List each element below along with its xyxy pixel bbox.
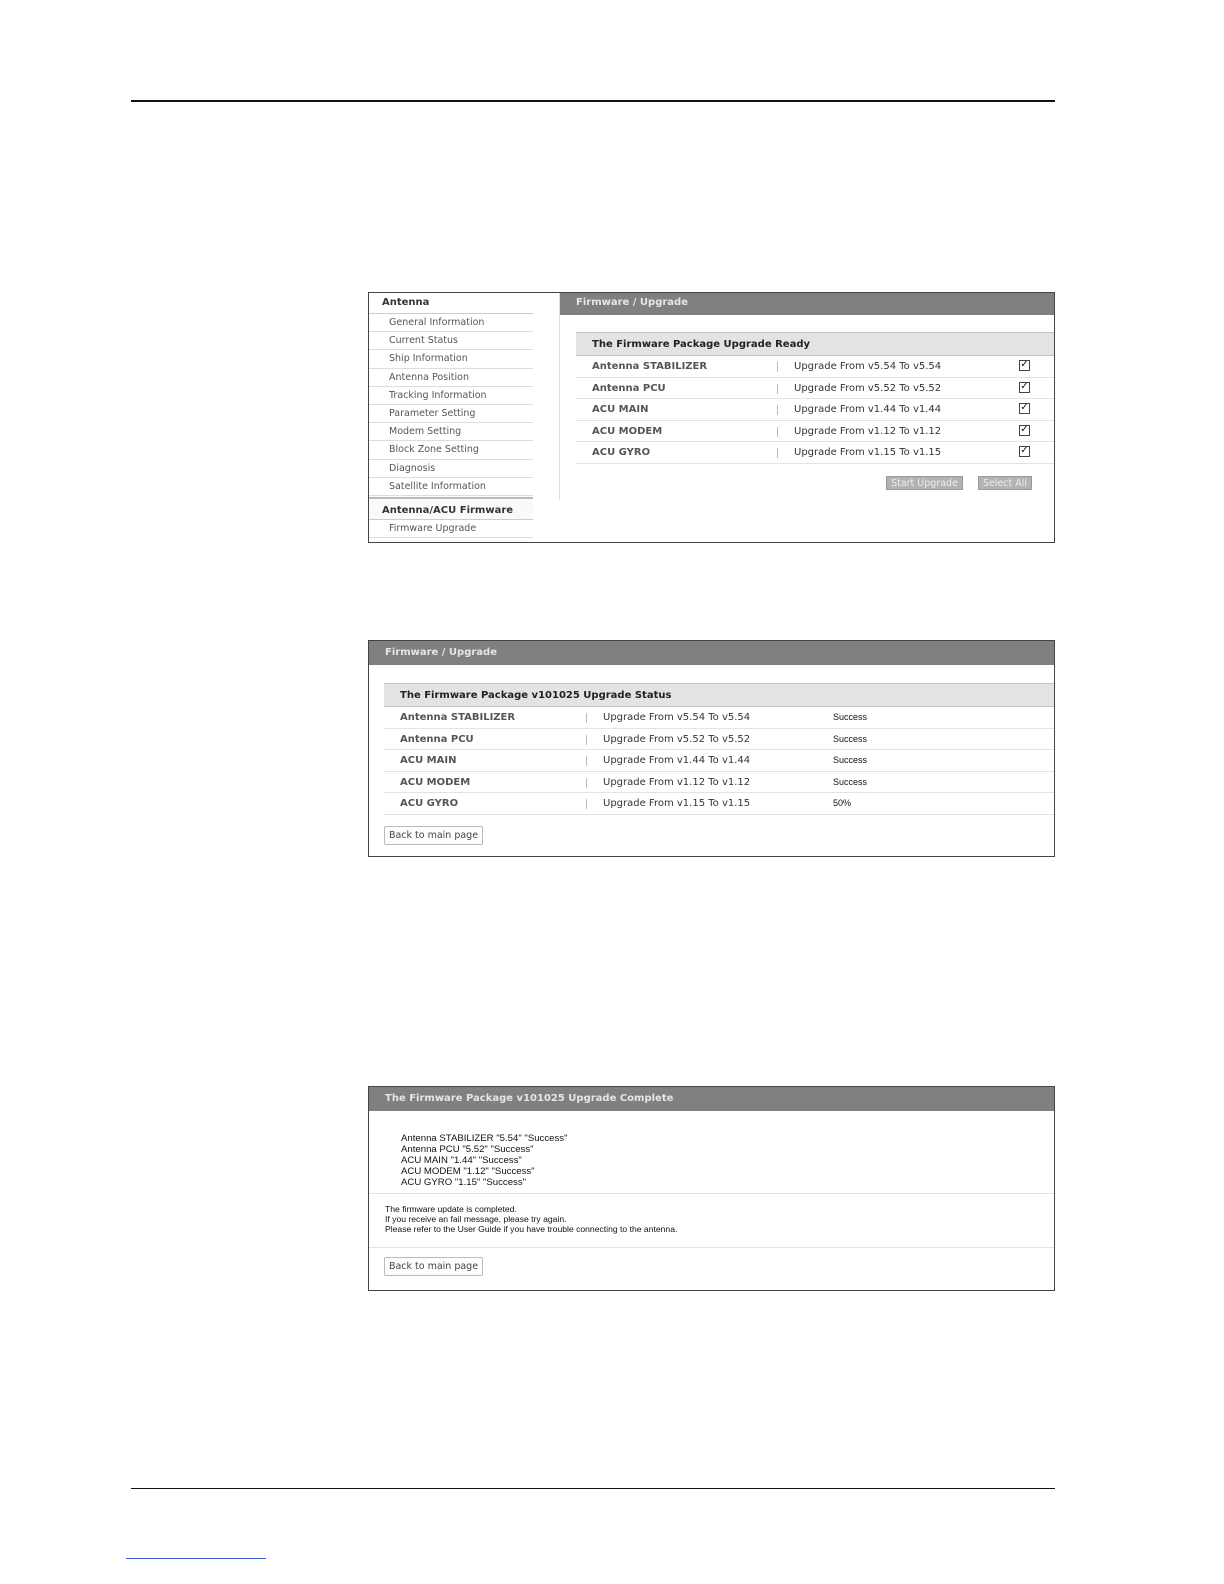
notice-line: The firmware update is completed.	[385, 1204, 517, 1214]
status-text: Success	[833, 712, 868, 722]
select-checkbox[interactable]: ✓	[1020, 423, 1029, 435]
sidebar-item-general-information[interactable]: General Information	[369, 314, 533, 332]
table-row	[576, 378, 1054, 400]
component-name: Antenna STABILIZER	[592, 361, 708, 372]
component-name: Antenna PCU	[592, 382, 666, 394]
status-heading: The Firmware Package v101025 Upgrade Status	[384, 683, 1054, 707]
component-name: ACU MAIN	[592, 404, 649, 416]
table-row	[384, 750, 1054, 772]
column-divider	[777, 427, 778, 437]
column-divider	[586, 713, 587, 723]
back-to-main-page-button[interactable]: Back to main page	[384, 1257, 483, 1276]
component-name: ACU GYRO	[400, 798, 459, 810]
sidebar-item-ship-information[interactable]: Ship Information	[369, 350, 533, 368]
complete-title: The Firmware Package v101025 Upgrade Complete	[369, 1087, 1054, 1111]
component-name: ACU MODEM	[592, 425, 663, 437]
version-text: Upgrade From v5.54 To v5.54	[603, 712, 751, 723]
sidebar-item-satellite-information[interactable]: Satellite Information	[369, 478, 533, 496]
version-text: Upgrade From v1.15 To v1.15	[794, 447, 942, 459]
table-row	[576, 356, 1054, 378]
select-checkbox[interactable]: ✓	[1020, 402, 1029, 414]
component-name: Antenna PCU	[400, 733, 474, 745]
sidebar-divider	[559, 293, 560, 500]
table-row	[384, 707, 1054, 729]
sidebar-item-modem-setting[interactable]: Modem Setting	[369, 423, 533, 441]
column-divider	[586, 778, 587, 788]
sidebar-item-current-status[interactable]: Current Status	[369, 332, 533, 350]
column-divider	[777, 384, 778, 394]
divider	[369, 1247, 1054, 1248]
breadcrumb: Firmware / Upgrade	[560, 293, 1054, 315]
result-line: Antenna STABILIZER "5.54" "Success"	[401, 1133, 568, 1144]
upgrade-complete-panel	[368, 1086, 1055, 1291]
sidebar-item-diagnosis[interactable]: Diagnosis	[369, 460, 533, 478]
result-line: ACU MAIN "1.44" "Success"	[401, 1155, 522, 1166]
footer-link-underline	[126, 1558, 266, 1559]
select-checkbox[interactable]: ✓	[1020, 380, 1029, 392]
notice-line: Please refer to the User Guide if you have trouble connecting to the antenna.	[385, 1224, 678, 1234]
column-divider	[777, 362, 778, 372]
component-name: Antenna STABILIZER	[400, 712, 516, 723]
version-text: Upgrade From v5.54 To v5.54	[794, 361, 942, 372]
result-line: ACU MODEM "1.12" "Success"	[401, 1166, 535, 1177]
start-upgrade-button[interactable]: Start Upgrade	[886, 476, 963, 490]
sidebar-section-firmware: Antenna/ACU Firmware	[369, 497, 533, 520]
back-to-main-page-button[interactable]: Back to main page	[384, 826, 483, 845]
status-text: Success	[833, 755, 868, 766]
sidebar-item-antenna-position[interactable]: Antenna Position	[369, 369, 533, 387]
notice-text	[385, 1204, 677, 1234]
version-text: Upgrade From v1.44 To v1.44	[794, 404, 942, 416]
table-row	[576, 399, 1054, 421]
sidebar-item-firmware-upgrade[interactable]: Firmware Upgrade	[369, 520, 533, 538]
column-divider	[586, 735, 587, 745]
table-row	[384, 772, 1054, 794]
component-name: ACU GYRO	[592, 447, 651, 459]
select-all-button[interactable]: Select All	[978, 476, 1032, 490]
component-name: ACU MODEM	[400, 776, 471, 788]
sidebar	[369, 293, 533, 542]
version-text: Upgrade From v5.52 To v5.52	[603, 733, 751, 745]
upgrade-ready-panel	[368, 292, 1055, 543]
table-row	[384, 729, 1054, 751]
version-text: Upgrade From v1.15 To v1.15	[603, 798, 751, 810]
result-line: ACU GYRO "1.15" "Success"	[401, 1177, 527, 1188]
select-checkbox[interactable]: ✓	[1020, 359, 1029, 370]
component-name: ACU MAIN	[400, 755, 457, 767]
breadcrumb: Firmware / Upgrade	[369, 641, 1054, 665]
version-text: Upgrade From v1.12 To v1.12	[603, 776, 751, 788]
divider	[369, 1193, 1054, 1194]
top-rule	[131, 100, 1055, 102]
status-text: Success	[833, 776, 868, 787]
column-divider	[586, 799, 587, 809]
sidebar-section-antenna: Antenna	[369, 293, 533, 314]
column-divider	[777, 448, 778, 458]
bottom-rule	[131, 1488, 1055, 1489]
table-row	[576, 442, 1054, 464]
column-divider	[586, 756, 587, 766]
status-text: Success	[833, 733, 868, 744]
result-list	[401, 1133, 568, 1188]
sidebar-item-block-zone-setting[interactable]: Block Zone Setting	[369, 441, 533, 459]
result-line: Antenna PCU "5.52" "Success"	[401, 1144, 534, 1155]
table-row	[576, 421, 1054, 443]
table-row	[384, 793, 1054, 815]
sidebar-item-tracking-information[interactable]: Tracking Information	[369, 387, 533, 405]
status-text: 50%	[833, 798, 852, 809]
column-divider	[777, 405, 778, 415]
ready-heading: The Firmware Package Upgrade Ready	[576, 332, 1054, 356]
select-checkbox[interactable]: ✓	[1020, 445, 1029, 457]
notice-line: If you receive an fail message, please try again.	[385, 1214, 567, 1224]
upgrade-status-panel	[368, 640, 1055, 857]
sidebar-item-parameter-setting[interactable]: Parameter Setting	[369, 405, 533, 423]
version-text: Upgrade From v1.12 To v1.12	[794, 425, 942, 437]
version-text: Upgrade From v1.44 To v1.44	[603, 755, 751, 767]
version-text: Upgrade From v5.52 To v5.52	[794, 382, 942, 394]
